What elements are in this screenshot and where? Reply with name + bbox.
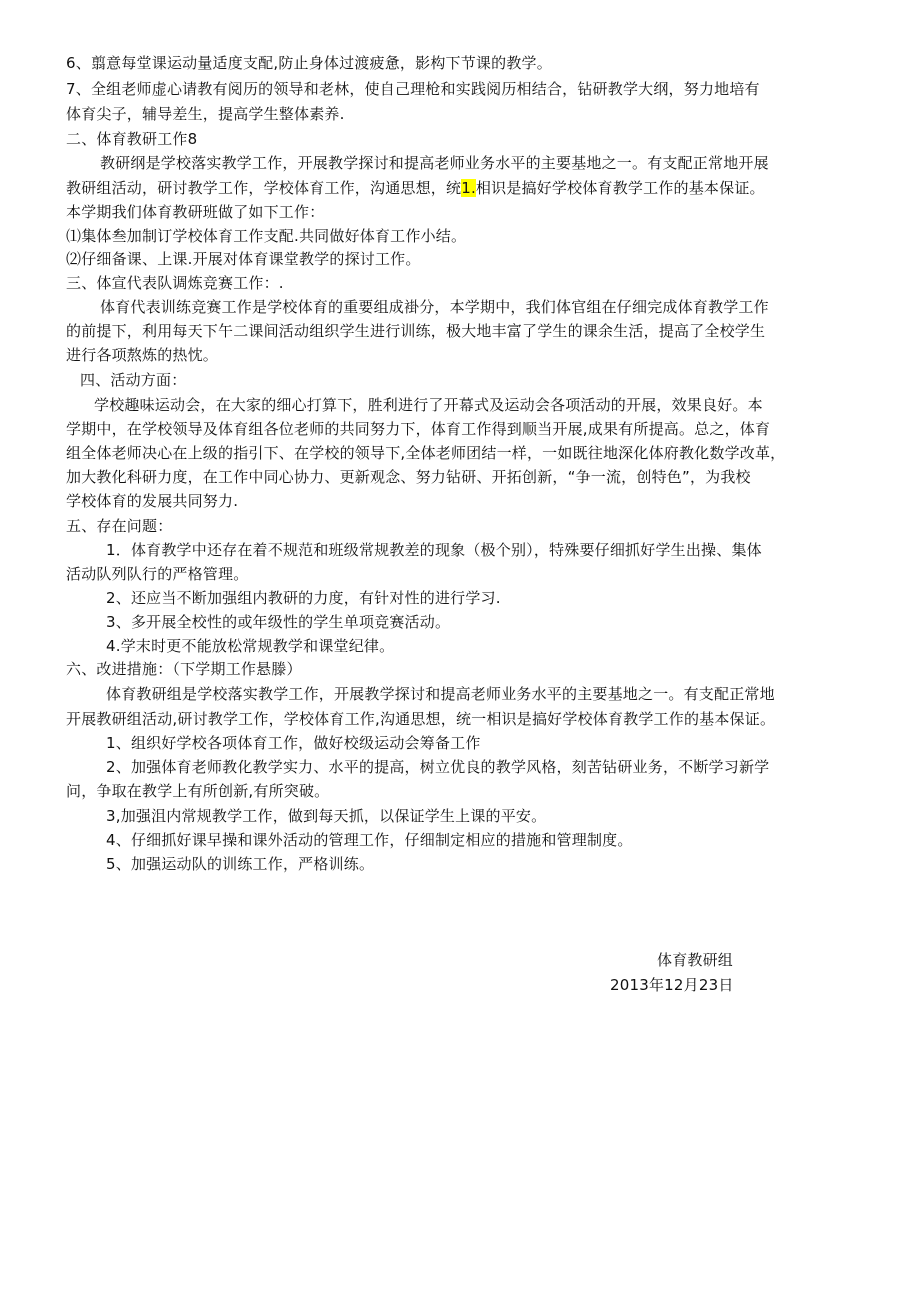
text-line: 5、加强运动队的训练工作，严格训练。 — [106, 855, 375, 873]
text-line: 学校趣味运动会，在大家的细心打算下，胜利进行了开幕式及运动会各项活动的开展，效果良好。本 — [94, 396, 763, 414]
text-line: 2、还应当不断加强组内教研的力度，有针对性的进行学习. — [106, 589, 501, 607]
text-line: 体育代表训练竞赛工作是学校体育的重要组成褂分，本学期中，我们体官组在仔细完成体育教学工作 — [100, 298, 769, 316]
text-line — [66, 177, 765, 199]
text-line: 4.学末时更不能放松常规教学和课堂纪律。 — [106, 637, 395, 655]
text-line: 开展教研组活动,研讨教学工作，学校体育工作,沟通思想，统一相识是搞好学校体育教学工作的基本保证。 — [66, 710, 776, 728]
section-heading: 六、改进措施：（下学期工作悬滕） — [66, 660, 302, 678]
text-line: 1、组织好学校各项体育工作，做好校级运动会筹备工作 — [106, 734, 481, 752]
text-line: 4、仔细抓好课早操和课外活动的管理工作，仔细制定相应的措施和管理制度。 — [106, 831, 633, 849]
text-line: 3、多开展全校性的或年级性的学生单项竞赛活动。 — [106, 613, 451, 631]
section-heading: 五、存在问题： — [66, 517, 173, 535]
section-heading: 四、活动方面： — [80, 371, 187, 389]
text-line: 本学期我们体育教研班做了如下工作： — [66, 203, 325, 221]
text-line: 活动队列队行的严格管理。 — [66, 565, 249, 583]
text-fragment: 教研组活动，研讨教学工作，学校体育工作，沟通思想，统 — [66, 179, 462, 197]
text-line: 进行各项熬炼的热忱。 — [66, 346, 219, 364]
text-line: 6、翦意每堂课运动量适度支配,防止身体过渡疲惫，影构下节课的教学。 — [66, 54, 552, 72]
text-line: 组全体老师决心在上级的指引下、在学校的领导下,全体老师团结一样，一如既往地深化体府教化数学改革， — [66, 444, 786, 462]
signature-org: 体育教研组 — [657, 951, 734, 969]
text-line: 3,加强沮内常规教学工作，做到每天抓，以保证学生上课的平安。 — [106, 807, 547, 825]
text-line: ⑵仔细备课、上课.开展对体育课堂教学的探讨工作。 — [66, 250, 421, 268]
text-line: 问，争取在教学上有所创新,有所突破。 — [66, 782, 330, 800]
section-heading: 二、体育教研工作8 — [66, 130, 198, 148]
text-line: 7、全组老师虚心请教有阅历的领导和老林，使自己理枪和实践阅历相结合，钻研教学大纲，努力地培有 — [66, 80, 760, 98]
text-line: 学期中，在学校领导及体育组各位老师的共同努力下，体育工作得到顺当开展,成果有所提高。总之，体育 — [66, 420, 771, 438]
text-fragment: 相识是搞好学校体育教学工作的基本保证。 — [475, 179, 765, 197]
text-line: 教研纲是学校落实教学工作，开展教学探讨和提高老师业务水平的主要基地之一。有支配正常地开展 — [100, 154, 769, 172]
text-line: 的前提下，利用每天下午二课间活动组织学生进行训练，极大地丰富了学生的课余生活，提高了全校学生 — [66, 322, 766, 340]
text-line: 学校体育的发展共同努力. — [66, 492, 239, 510]
text-line: 体育教研组是学校落实教学工作，开展教学探讨和提高老师业务水平的主要基地之一。有支配正常地 — [106, 685, 775, 703]
text-line: 2、加强体育老师教化教学实力、水平的提高，树立优良的教学风格，刻苦钻研业务，不断学习新学 — [106, 758, 770, 776]
highlighted-text: 1. — [461, 179, 476, 197]
text-line: 加大教化科研力度，在工作中同心协力、更新观念、努力钻研、开拓创新，“争一流，创特色”，为我校 — [66, 468, 751, 486]
section-heading: 三、体宣代表队调炼竞赛工作：. — [66, 274, 284, 292]
signature-date: 2013年12月23日 — [610, 976, 734, 994]
text-line: 1．体育教学中还存在着不规范和班级常规教差的现象（极个别），特殊要仔细抓好学生出操、集体 — [106, 541, 762, 559]
text-line: ⑴集体叁加制订学校体育工作支配.共同做好体育工作小结。 — [66, 227, 467, 245]
text-line: 体育尖子，辅导差生，提高学生整体素养. — [66, 105, 345, 123]
